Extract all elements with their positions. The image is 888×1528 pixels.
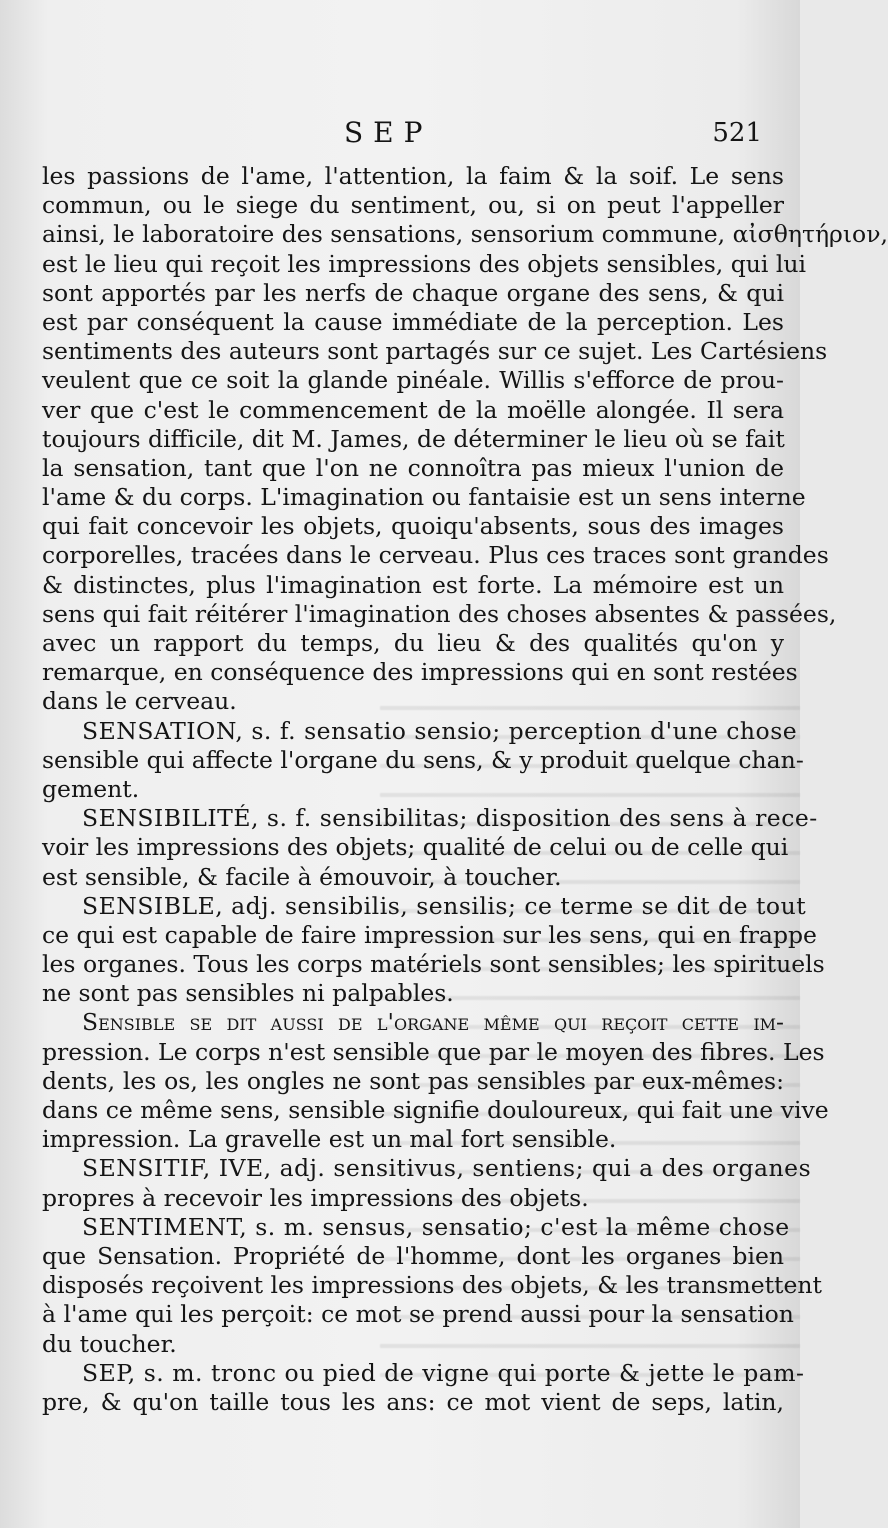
entry-sep: SEP, s. m. tronc ou pied de vigne qui porte & jette le pam- [82,1358,805,1387]
text-line: corporelles, tracées dans le cerveau. Plus ces traces sont grandes [42,541,829,570]
running-head: SEP [344,116,433,149]
text-line: sensible qui affecte l'organe du sens, & y produit quelque chan- [42,745,804,774]
text-line: dans le cerveau. [42,687,237,716]
text-line: remarque, en conséquence des impressions qui en sont restées [42,658,798,687]
text-line: disposés reçoivent les impressions des objets, & les transmettent [42,1271,822,1300]
entry-sentiment: SENTIMENT, s. m. sensus, sensatio; c'est la même chose [82,1212,790,1241]
text-line: sentiments des auteurs sont partagés sur ce sujet. Les Cartésiens [42,337,828,366]
text-line: dans ce même sens, sensible signifie douloureux, qui fait une vive [42,1096,829,1124]
text-line: dents, les os, les ongles ne sont pas sensibles par eux-mêmes: [42,1066,784,1095]
text-line: avec un rapport du temps, du lieu & des qualités qu'on y [42,629,784,657]
text-line: voir les impressions des objets; qualité de celui ou de celle qui [42,833,789,862]
text-line: à l'ame qui les perçoit: ce mot se prend aussi pour la sensation [42,1300,794,1329]
text-line: pression. Le corps n'est sensible que par le moyen des fibres. Les [42,1037,825,1066]
text-line: ainsi, le laboratoire des sensations, sensorium commune, αἰσθητήριον, [42,220,888,249]
text-line: est le lieu qui reçoit les impressions des objets sensibles, qui lui [42,249,807,278]
text-line: ce qui est capable de faire impression sur les sens, qui en frappe [42,920,817,949]
entry-sensitif: SENSITIF, IVE, adj. sensitivus, sentiens; qui a des organes [82,1154,812,1183]
text-line: propres à recevoir les impressions des objets. [42,1183,589,1212]
text-line: du toucher. [42,1329,177,1358]
text-line: ne sont pas sensibles ni palpables. [42,979,454,1008]
text-line: & distinctes, plus l'imagination est forte. La mémoire est un [42,570,784,599]
text-line: ver que c'est le commencement de la moëlle alongée. Il sera [42,395,784,424]
text-line: gement. [42,774,140,803]
entry-sensible: SENSIBLE, adj. sensibilis, sensilis; ce terme se dit de tout [82,891,807,920]
text-line: est sensible, & facile à émouvoir, à toucher. [42,862,562,891]
text-line: toujours difficile, dit M. James, de déterminer le lieu où se fait [42,424,785,453]
text-line: veulent que ce soit la glande pinéale. Willis s'efforce de prou- [42,366,784,395]
body-text [42,162,888,1417]
text-line: les organes. Tous les corps matériels sont sensibles; les spirituels [42,950,825,979]
text-line: commun, ou le siege du sentiment, ou, si on peut l'appeller [42,191,784,220]
entry-sensation: SENSATION, s. f. sensatio sensio; perception d'une chose [82,716,798,745]
text-line: l'ame & du corps. L'imagination ou fantaisie est un sens interne [42,483,806,512]
text-line: est par conséquent la cause immédiate de la perception. Les [42,307,784,336]
text-line: les passions de l'ame, l'attention, la faim & la soif. Le sens [42,162,784,190]
text-line: sont apportés par les nerfs de chaque organe des sens, & qui [42,278,784,307]
entry-sensibilite: SENSIBILITÉ, s. f. sensibilitas; disposition des sens à rece- [82,804,818,833]
text-line: que Sensation. Propriété de l'homme, dont les organes bien [42,1241,784,1270]
text-line: sens qui fait réitérer l'imagination des choses absentes & passées, [42,599,837,628]
page-number: 521 [712,118,762,148]
text-line: impression. La gravelle est un mal fort sensible. [42,1125,617,1154]
text-line: pre, & qu'on taille tous les ans: ce mot vient de seps, latin, [42,1387,784,1416]
page-header [0,116,800,160]
entry-sensible-subsense: Sensible se dit aussi de l'organe même qui reçoit cette im- [82,1008,784,1037]
text-line: la sensation, tant que l'on ne connoîtra pas mieux l'union de [42,453,784,482]
text-line: qui fait concevoir les objets, quoiqu'absents, sous des images [42,512,784,541]
